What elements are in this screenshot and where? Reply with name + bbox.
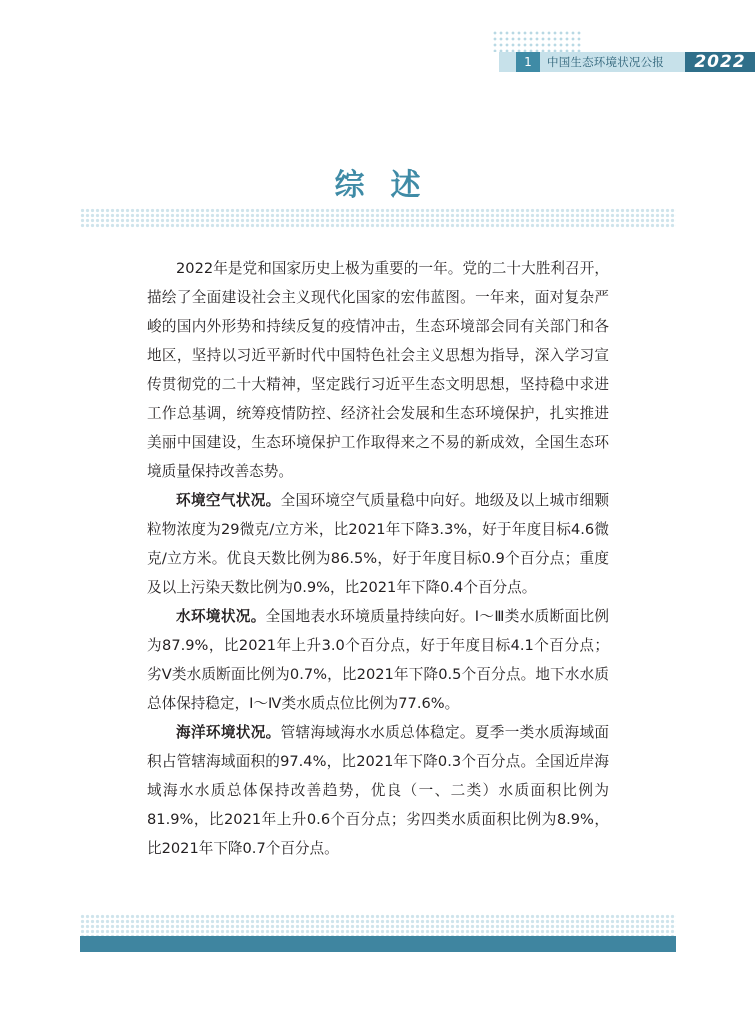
report-year: 2022: [685, 52, 755, 72]
paragraph-body: 全国地表水环境质量持续向好。Ⅰ～Ⅲ类水质断面比例为87.9%，比2021年上升3.0个百分点，好于年度目标4.1个百分点；劣Ⅴ类水质断面比例为0.7%，比2021年下降0.5个百分点。地下水水质总体保持稳定，Ⅰ～Ⅳ类水质点位比例为77.6%。: [147, 608, 609, 712]
paragraph-air: [147, 486, 609, 602]
report-title: 中国生态环境状况公报: [547, 55, 664, 69]
footer-bar: [80, 936, 676, 952]
paragraph-water: [147, 602, 609, 718]
header-dot-pattern: [492, 30, 582, 52]
paragraph-lead: 海洋环境状况。: [176, 724, 281, 741]
page-number: 1: [516, 52, 540, 72]
paragraph-marine: [147, 718, 609, 863]
paragraph-lead: 环境空气状况。: [176, 492, 281, 509]
paragraph-body: 2022年是党和国家历史上极为重要的一年。党的二十大胜利召开，描绘了全面建设社会主义现代化国家的宏伟蓝图。一年来，面对复杂严峻的国内外形势和持续反复的疫情冲击，生态环境部会同有关部门和各地区，坚持以习近平新时代中国特色社会主义思想为指导，深入学习宣传贯彻党的二十大精神，坚定践行习近平生态文明思想，坚持稳中求进工作总基调，统筹疫情防控、经济社会发展和生态环境保护，扎实推进美丽中国建设，生态环境保护工作取得来之不易的新成效，全国生态环境质量保持改善态势。: [147, 260, 609, 480]
footer-dot-pattern: [80, 914, 676, 936]
paragraph-intro: [147, 254, 609, 486]
paragraph-body: 管辖海域海水水质总体稳定。夏季一类水质海域面积占管辖海域面积的97.4%，比2021年下降0.3个百分点。全国近岸海域海水水质总体保持改善趋势，优良（一、二类）水质面积比例为81.9%，比2021年上升0.6个百分点；劣四类水质面积比例为8.9%，比2021年下降0.7个百分点。: [147, 724, 609, 857]
paragraph-body: 全国环境空气质量稳中向好。地级及以上城市细颗粒物浓度为29微克/立方米，比2021年下降3.3%，好于年度目标4.6微克/立方米。优良天数比例为86.5%，好于年度目标0.9个百分点；重度及以上污染天数比例为0.9%，比2021年下降0.4个百分点。: [147, 492, 609, 596]
title-divider: [80, 208, 676, 228]
page-title: 综述: [334, 168, 447, 203]
body-text: [147, 254, 609, 863]
paragraph-lead: 水环境状况。: [176, 608, 266, 625]
